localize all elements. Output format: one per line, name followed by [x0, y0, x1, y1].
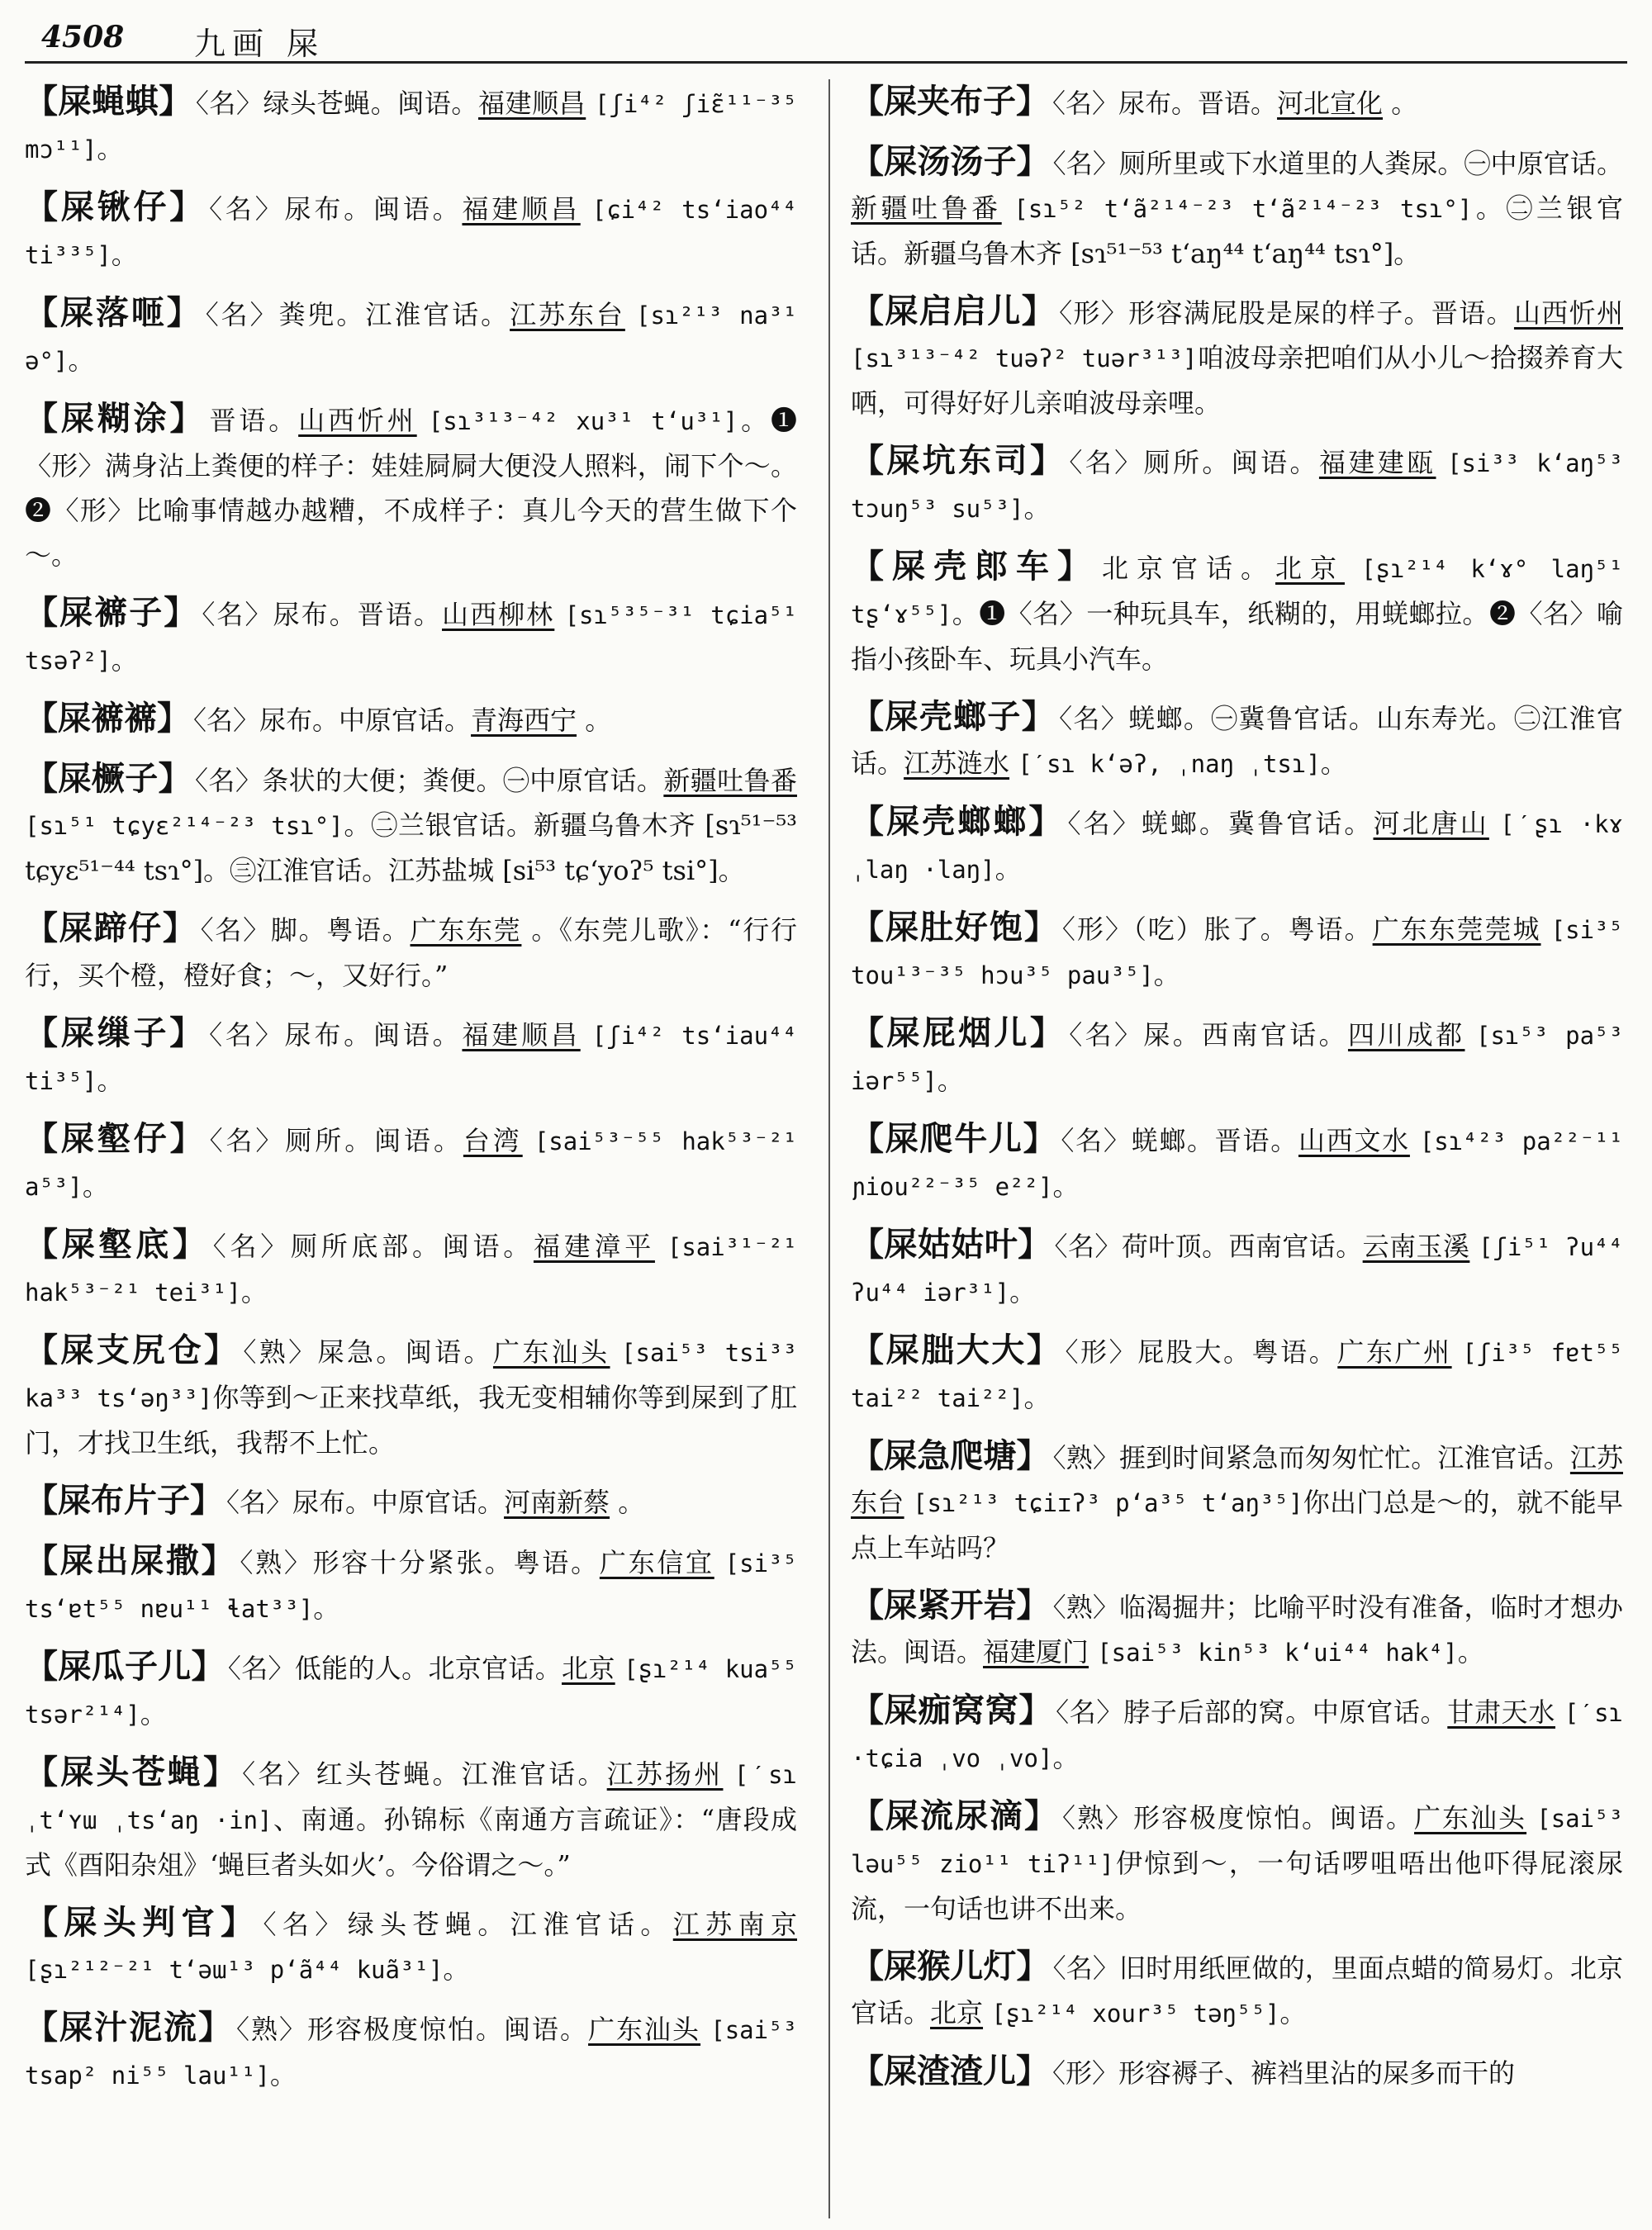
pronunciation: [sai⁵³ tsap² ni⁵⁵ lau¹¹]: [25, 2016, 797, 2090]
pronunciation: [sɿ⁵² tʻã²¹⁴⁻²³ tʻã²¹⁴⁻²³ tsɿ°]: [1014, 195, 1473, 223]
gloss: 脖子后部的窝。中原官话。: [1123, 1696, 1448, 1728]
gloss: 尿布。闽语。: [284, 193, 463, 225]
pronunciation: [sɿ²¹³ na³¹ ə°]: [25, 301, 797, 375]
example-text: 。: [140, 1698, 167, 1729]
dialect-location: 北京: [930, 1997, 984, 2028]
dialect-location: 山西文水: [1298, 1125, 1410, 1156]
dictionary-entry: [25, 2005, 797, 2098]
dialect-location: 广东汕头: [492, 1336, 610, 1368]
dialect-location: 江苏扬州: [606, 1758, 724, 1790]
dictionary-entry: [851, 1944, 1623, 2036]
headword: 【屎屁烟儿】: [851, 1013, 1066, 1052]
example-text: 。㊁兰银官话。新疆乌鲁木齐 [sɿ⁵¹⁻⁵³ tɕyɛ⁵¹⁻⁴⁴ tsɿ°]。㊂江淮官话。江苏盐城 [si⁵³ tɕʻyoʔ⁵ tsi°]。: [25, 809, 797, 886]
pronunciation: [sai³¹⁻²¹ hak⁵³⁻²¹ tei³¹]: [25, 1233, 797, 1307]
headword: 【屎壑底】: [25, 1225, 210, 1264]
example-text: 。: [1320, 747, 1347, 779]
part-of-speech: 〈形〉: [1065, 1336, 1138, 1368]
pronunciation: [ʂɿ²¹⁴ kʻɤ° laŋ⁵¹ tʂʻɤ⁵⁵]: [851, 555, 1623, 629]
dictionary-entry: [851, 905, 1623, 998]
headword: 【屎头苍蝇】: [25, 1753, 240, 1791]
part-of-speech: 〈名〉: [263, 1909, 348, 1940]
part-of-speech: 〈熟〉: [236, 2014, 308, 2045]
part-of-speech: 〈名〉: [205, 299, 279, 330]
dialect-location: 广东信宜: [599, 1547, 714, 1578]
dictionary-entry: [25, 1644, 797, 1737]
headword: 【屎锹仔】: [25, 187, 206, 226]
part-of-speech: 〈熟〉: [1062, 1802, 1134, 1834]
headword: 【屎壳螂子】: [851, 697, 1056, 736]
example-text: 。: [1457, 1636, 1484, 1668]
gloss: 形容十分紧张。粤语。: [312, 1547, 600, 1578]
headword: 【屎支尻仓】: [25, 1331, 240, 1369]
example-text: 。: [97, 1065, 124, 1096]
pronunciation: [sai⁵³⁻⁵⁵ hak⁵³⁻²¹ a⁵³]: [25, 1127, 797, 1201]
headword: 【屎流尿滴】: [851, 1796, 1060, 1835]
pronunciation: [sɿ⁴²³ pa²²⁻¹¹ ɲiou²²⁻³⁵ e²²]: [851, 1127, 1623, 1201]
example-text: 。❶〈名〉一种玩具车，纸糊的，用蜣螂拉。❷〈名〉喻指小孩卧车、玩具小汽车。: [851, 598, 1623, 675]
gloss: 尿布。晋语。: [1118, 88, 1278, 119]
running-head: 九画 屎: [194, 26, 325, 62]
gloss: 屎。西南官话。: [1143, 1019, 1348, 1051]
gloss: 临渴掘井；比喻平时没有准备，临时才想办法。闽语。: [851, 1592, 1623, 1668]
dictionary-entry: [25, 1011, 797, 1103]
dialect-location: 新疆吐鲁番: [663, 765, 797, 796]
part-of-speech: 〈名〉: [209, 1019, 285, 1051]
example-text: 。: [1052, 1170, 1080, 1202]
dialect-location: 新疆吐鲁番: [851, 192, 1002, 224]
gloss: 尿布。闽语。: [284, 1019, 463, 1051]
gloss: 形容极度惊怕。闽语。: [1133, 1802, 1415, 1834]
example-text: 。: [618, 1487, 645, 1518]
gloss: 厕所。闽语。: [285, 1125, 463, 1156]
pronunciation: [sɿ³¹³⁻⁴² tuəʔ² tuər³¹³]: [851, 344, 1198, 372]
pronunciation: [si³⁵ tou¹³⁻³⁵ hɔu³⁵ pau³⁵]: [851, 916, 1623, 989]
gloss: 绿头苍蝇。江淮官话。: [347, 1909, 673, 1940]
dictionary-entry: [25, 757, 797, 893]
gloss: 捱到时间紧急而匆匆忙忙。江淮官话。: [1119, 1442, 1570, 1473]
dictionary-entry: [851, 439, 1623, 531]
dialect-location: 广东汕头: [588, 2014, 701, 2045]
part-of-speech: 〈形〉: [1061, 913, 1133, 945]
headword: 【屎姑姑叶】: [851, 1225, 1051, 1264]
gloss: 脚。粤语。: [270, 914, 411, 946]
dialect-location: 江苏南京: [672, 1909, 797, 1940]
headword: 【屎蹄仔】: [25, 909, 197, 947]
headword: 【屎朏大大】: [851, 1331, 1062, 1369]
dialect-location: 北京: [562, 1653, 615, 1684]
dialect-location: 山西忻州: [298, 405, 417, 436]
dictionary-entry: [25, 79, 797, 172]
pronunciation: [sai⁵³ ləu⁵⁵ zio¹¹ tiʔ¹¹]: [851, 1805, 1623, 1878]
example-text: 。: [111, 239, 138, 270]
headword: 【屎汁泥流】: [25, 2008, 234, 2047]
dictionary-entry: [851, 1222, 1623, 1315]
part-of-speech: 〈熟〉: [1052, 1592, 1120, 1623]
gloss: 蜣螂。㊀冀鲁官话。山东寿光。㊁江淮官话。: [851, 703, 1623, 779]
headword: 【屎出屎撒】: [25, 1541, 237, 1580]
dialect-location: 福建漳平: [533, 1231, 655, 1262]
part-of-speech: 〈名〉: [1069, 447, 1144, 478]
dictionary-entry: [851, 695, 1623, 786]
headword: 【屎猴儿灯】: [851, 1947, 1050, 1986]
dialect-location: 福建建瓯: [1318, 447, 1436, 478]
dictionary-entry: [25, 1117, 797, 1209]
headword: 【屎汤汤子】: [851, 142, 1050, 181]
page-header: [25, 15, 1627, 64]
example-text: 。: [82, 1170, 109, 1202]
headword: 【屎头判官】: [25, 1903, 260, 1942]
dialect-location: 福建厦门: [983, 1636, 1089, 1668]
part-of-speech: 〈名〉: [1052, 88, 1119, 119]
gloss: 晋语。: [209, 405, 299, 436]
headword: 【屎瓜子儿】: [25, 1647, 225, 1686]
example-text: 。: [1009, 1276, 1037, 1307]
example-text: 你等到～正来找草纸，我无变相辅你等到屎到了肛门，才找卫生纸，我帮不上忙。: [25, 1382, 797, 1459]
dictionary-entry: [25, 1900, 797, 1992]
example-text: 你出门总是～的，就不能早点上车站吗？: [851, 1487, 1623, 1563]
example-text: 。: [269, 2059, 297, 2090]
dictionary-entry: [851, 79, 1623, 126]
dialect-location: 河北宣化: [1277, 88, 1384, 119]
dictionary-entry: [25, 185, 797, 278]
dictionary-entry: [851, 140, 1623, 276]
gloss: 屎急。闽语。: [317, 1336, 493, 1368]
pronunciation: [ʂɿ²¹⁴ kua⁵⁵ tsər²¹⁴]: [25, 1655, 797, 1729]
dictionary-entry: [25, 906, 797, 998]
dictionary-entry: [851, 1434, 1623, 1570]
pronunciation: [ˊsɿ ·tɕia ˌvo ˌvo]: [851, 1699, 1623, 1772]
gloss: 厕所。闽语。: [1143, 447, 1319, 478]
part-of-speech: 〈名〉: [1059, 703, 1129, 734]
gloss: 尿布。中原官话。: [292, 1487, 505, 1518]
dialect-location: 福建顺昌: [462, 1019, 581, 1051]
part-of-speech: 〈名〉: [202, 599, 273, 630]
headword: 【屎坑东司】: [851, 441, 1066, 480]
dictionary-entry: [851, 1583, 1623, 1675]
example-text: 。: [1023, 1382, 1051, 1413]
dictionary-entry: [25, 591, 797, 683]
gloss: 北京官话。: [1102, 553, 1275, 584]
pronunciation: [sɿ⁵³ pa⁵³ iər⁵⁵]: [851, 1022, 1623, 1095]
dialect-location: 广东东莞: [410, 914, 522, 946]
dialect-location: 北京: [1275, 553, 1345, 584]
headword: 【屎爬牛儿】: [851, 1119, 1058, 1158]
part-of-speech: 〈名〉: [209, 193, 285, 225]
part-of-speech: 〈名〉: [195, 765, 263, 796]
headword: 【屎落咂】: [25, 293, 202, 332]
part-of-speech: 〈名〉: [1069, 1019, 1144, 1051]
example-text: 。: [313, 1592, 340, 1624]
example-text: 。: [68, 344, 95, 376]
dictionary-entry: [851, 544, 1623, 681]
gloss: 蜣螂。晋语。: [1131, 1125, 1298, 1156]
dictionary-entry: [25, 1328, 797, 1465]
example-text: 。❶〈形〉满身沾上粪便的样子：娃娃屙屙大便没人照料，闹下个～。❷〈形〉比喻事情越办越糟，不成样子：真儿今天的营生做下个～。: [25, 405, 797, 571]
part-of-speech: 〈名〉: [1056, 1696, 1124, 1728]
gloss: 绿头苍蝇。闽语。: [263, 88, 478, 119]
pronunciation: [ɕi⁴² tsʻiao⁴⁴ ti³³⁵]: [25, 196, 797, 269]
dictionary-entry: [851, 1328, 1623, 1421]
page-number: 4508: [41, 20, 125, 55]
dialect-location: 山西柳林: [442, 599, 555, 630]
dictionary-entry: [851, 289, 1623, 425]
example-text: 。: [1153, 959, 1180, 990]
gloss: 形容极度惊怕。闽语。: [307, 2014, 589, 2045]
part-of-speech: 〈名〉: [195, 88, 263, 119]
gloss: （吃）胀了。粤语。: [1132, 913, 1373, 945]
left-column: [25, 79, 797, 2218]
part-of-speech: 〈熟〉: [1052, 1442, 1119, 1473]
dictionary-entry: [25, 1539, 797, 1631]
part-of-speech: 〈名〉: [1052, 1952, 1120, 1984]
headword: 【屎蝇蜞】: [25, 82, 192, 121]
headword: 【屎橛子】: [25, 759, 192, 798]
example-text: 。: [443, 1953, 470, 1985]
pronunciation: [ʃi⁴² tsʻiau⁴⁴ ti³⁵]: [25, 1022, 797, 1095]
part-of-speech: 〈名〉: [242, 1758, 316, 1790]
part-of-speech: 〈名〉: [1052, 148, 1120, 179]
pronunciation: [sai⁵³ kin⁵³ kʻui⁴⁴ hak⁴]: [1097, 1639, 1458, 1667]
part-of-speech: 〈名〉: [226, 1487, 293, 1518]
example-text: 。: [995, 853, 1022, 885]
dictionary-entry: [851, 1688, 1623, 1781]
headword: 【屎糊涂】: [25, 399, 206, 438]
pronunciation: [ʂɿ²¹⁴ xour³⁵ təŋ⁵⁵]: [991, 2000, 1280, 2028]
dictionary-entry: [851, 1794, 1623, 1931]
dialect-location: 山西忻州: [1513, 297, 1623, 329]
part-of-speech: 〈形〉: [1059, 297, 1129, 329]
headword: 【屎缫子】: [25, 1013, 206, 1052]
dictionary-entry: [851, 1011, 1623, 1103]
dialect-location: 河北唐山: [1373, 808, 1489, 839]
dictionary-entry: [25, 1478, 797, 1525]
right-column: [851, 79, 1623, 2218]
pronunciation: [si³³ kʻaŋ⁵³ tɔuŋ⁵³ su⁵³]: [851, 449, 1623, 523]
part-of-speech: 〈熟〉: [243, 1336, 318, 1368]
gloss: 屁股大。粤语。: [1137, 1336, 1338, 1368]
headword: 【屎夹布子】: [851, 82, 1049, 121]
example-text: 。: [937, 1065, 964, 1096]
pronunciation: [ˊsɿ ˌtʻʏɯ ˌtsʻaŋ ·in]: [25, 1761, 797, 1834]
headword: 【屎布片子】: [25, 1481, 223, 1520]
dictionary-entry: [851, 799, 1623, 892]
dialect-location: 江苏涟水: [904, 747, 1010, 779]
dialect-location: 江苏东台: [510, 299, 625, 330]
example-text: 。: [1023, 492, 1051, 524]
headword: 【屎紧开岩】: [851, 1586, 1050, 1625]
dialect-location: 广东汕头: [1414, 1802, 1527, 1834]
example-text: 。: [240, 1276, 268, 1307]
headword: 【屎急爬塘】: [851, 1436, 1050, 1475]
part-of-speech: 〈名〉: [209, 1125, 286, 1156]
headword: 【屎壳郎车】: [851, 547, 1099, 586]
part-of-speech: 〈名〉: [1061, 1125, 1132, 1156]
pronunciation: [si³⁵ tsʻɐt⁵⁵ nɐu¹¹ ɬat³³]: [25, 1549, 797, 1623]
gloss: 荷叶顶。西南官话。: [1121, 1231, 1363, 1262]
part-of-speech: 〈熟〉: [240, 1547, 313, 1578]
dialect-location: 福建顺昌: [462, 193, 581, 225]
pronunciation: [sai⁵³ tsi³³ ka³³ tsʻəŋ³³]: [25, 1339, 797, 1412]
dialect-location: 江苏东台: [851, 1442, 1623, 1518]
part-of-speech: 〈名〉: [1067, 808, 1142, 839]
example-text: 。: [585, 705, 612, 736]
dictionary-entry: [25, 1750, 797, 1887]
headword: 【屎褯子】: [25, 593, 199, 632]
gloss: 厕所里或下水道里的人粪尿。㊀中原官话。: [1119, 148, 1623, 179]
example-text: 。《东莞儿歌》：“行行行，买个橙，橙好食；～，又好行。”: [25, 914, 797, 991]
pronunciation: [sɿ²¹³ tɕiɪʔ³ pʻa³⁵ tʻaŋ³⁵]: [913, 1489, 1303, 1517]
headword: 【屎痂窝窝】: [851, 1691, 1053, 1729]
pronunciation: [sɿ³¹³⁻⁴² xu³¹ tʻu³¹]: [428, 407, 738, 435]
part-of-speech: 〈形〉: [1052, 2057, 1119, 2089]
headword: 【屎渣渣儿】: [851, 2052, 1049, 2090]
example-text: 伊惊到～，一句话啰咀唔出他吓得屁滚尿流，一句话也讲不出来。: [851, 1848, 1623, 1924]
pronunciation: [ʃi⁴² ʃiɛ̃¹¹⁻³⁵ mɔ¹¹]: [25, 90, 797, 164]
gloss: 红头苍蝇。江淮官话。: [316, 1758, 607, 1790]
dialect-location: 河南新蔡: [504, 1487, 610, 1518]
dictionary-entry: [851, 1117, 1623, 1209]
headword: 【屎启启儿】: [851, 292, 1056, 330]
example-text: 。: [1279, 1997, 1307, 2028]
dialect-location: 广东东莞莞城: [1372, 913, 1541, 945]
example-text: 。: [1391, 88, 1418, 119]
pronunciation: [ʃi³⁵ fɐt⁵⁵ tai²² tai²²]: [851, 1339, 1623, 1412]
part-of-speech: 〈名〉: [1054, 1231, 1122, 1262]
pronunciation: [ʃi⁵¹ ʔu⁴⁴ ʔu⁴⁴ iər³¹]: [851, 1233, 1623, 1307]
gloss: 形容褥子、裤裆里沾的屎多而干的: [1118, 2057, 1516, 2089]
gloss: 低能的人。北京官话。: [294, 1653, 563, 1684]
pronunciation: [ʂɿ²¹²⁻²¹ tʻəɯ¹³ pʻã⁴⁴ kuã³¹]: [25, 1956, 444, 1984]
dialect-location: 云南玉溪: [1362, 1231, 1470, 1262]
example-text: 。: [97, 133, 124, 164]
headword: 【屎褯褯】: [25, 699, 190, 738]
headword: 【屎壳螂螂】: [851, 802, 1065, 841]
gloss: 条状的大便；粪便。㊀中原官话。: [262, 765, 664, 796]
gloss: 尿布。晋语。: [273, 599, 443, 630]
part-of-speech: 〈名〉: [193, 705, 260, 736]
dialect-location: 四川成都: [1347, 1019, 1465, 1051]
headword: 【屎壑仔】: [25, 1119, 206, 1158]
pronunciation: [ˊʂɿ ·kɤ ˌlaŋ ·laŋ]: [851, 810, 1623, 884]
example-text: 咱波母亲把咱们从小儿～拾掇养育大哂，可得好好儿亲咱波母亲哩。: [851, 342, 1623, 419]
dictionary-entry: [25, 396, 797, 577]
dialect-location: 甘肃天水: [1447, 1696, 1555, 1728]
dialect-location: 福建顺昌: [478, 88, 586, 119]
part-of-speech: 〈名〉: [212, 1231, 291, 1262]
dictionary-entry: [25, 1222, 797, 1315]
gloss: 粪兜。江淮官话。: [278, 299, 510, 330]
gloss: 尿布。中原官话。: [259, 705, 472, 736]
dialect-location: 广东广州: [1337, 1336, 1452, 1368]
part-of-speech: 〈名〉: [227, 1653, 295, 1684]
gloss: 厕所底部。闽语。: [290, 1231, 534, 1262]
gloss: 形容满屁股是屎的样子。晋语。: [1128, 297, 1514, 329]
pronunciation: [sɿ⁵¹ tɕyɛ²¹⁴⁻²³ tsɿ°]: [25, 812, 344, 840]
dialect-location: 台湾: [463, 1125, 523, 1156]
example-text: 。: [1052, 1742, 1080, 1773]
dictionary-entry: [25, 696, 797, 743]
pronunciation: [sɿ⁵³⁵⁻³¹ tɕia⁵¹ tsəʔ²]: [25, 601, 797, 675]
example-text: 、南通。孙锦标《南通方言疏证》：“唐段成式《酉阳杂俎》‘蝇巨者头如火’。今俗谓之～。”: [25, 1804, 797, 1881]
pronunciation: [ˊsɿ kʻəʔ, ˌnaŋ ˌtsɿ]: [1018, 750, 1321, 778]
part-of-speech: 〈名〉: [200, 914, 271, 946]
headword: 【屎肚好饱】: [851, 908, 1059, 947]
column-divider: [828, 79, 830, 2218]
example-text: 。: [111, 644, 138, 676]
dictionary-entry: [25, 291, 797, 383]
dialect-location: 青海西宁: [471, 705, 577, 736]
dictionary-entry: [851, 2049, 1623, 2096]
example-text: 。㊁兰银官话。新疆乌鲁木齐 [sɿ⁵¹⁻⁵³ tʻaŋ⁴⁴ tʻaŋ⁴⁴ tsɿ°]。: [851, 192, 1623, 269]
gloss: 旧时用纸匣做的，里面点蜡的简易灯。北京官话。: [851, 1952, 1623, 2028]
gloss: 蜣螂。冀鲁官话。: [1141, 808, 1374, 839]
